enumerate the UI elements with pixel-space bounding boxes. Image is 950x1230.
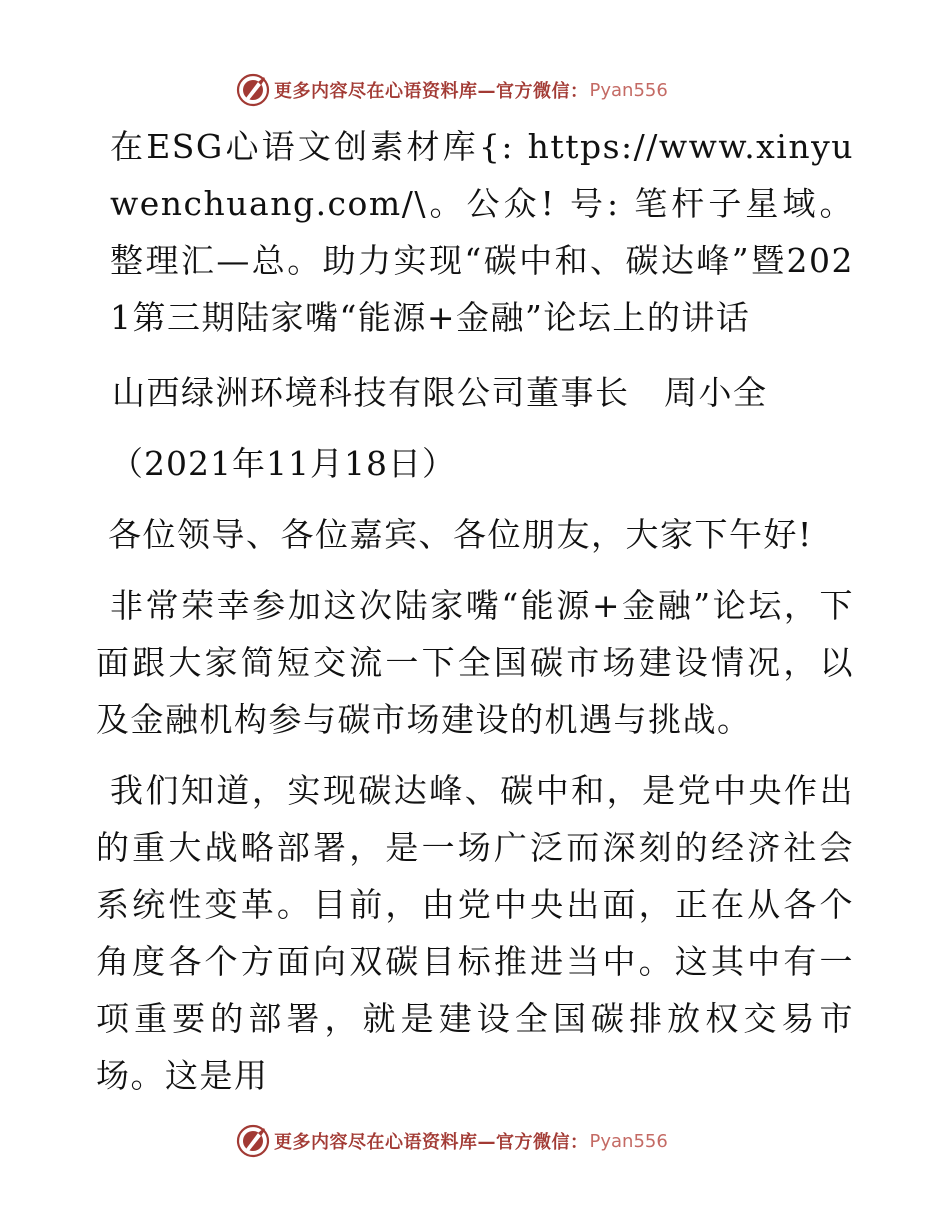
greeting-line: 各位领导、各位嘉宾、各位朋友，大家下午好!	[108, 515, 813, 554]
quill-pen-seal-icon	[236, 73, 270, 107]
header-banner	[236, 70, 668, 110]
header-banner-text: 更多内容尽在心语资料库—官方微信：	[274, 81, 589, 102]
body-paragraph-2: 我们知道，实现碳达峰、碳中和，是党中央作出的重大战略部署，是一场广泛而深刻的经济社会系统性变革。目前，由党中央出面，正在从各个角度各个方面向双碳目标推进当中。这其中有一项重要的部署，就是建设全国碳排放权交易市场。这是用	[96, 771, 854, 1095]
footer-banner-handle: Pyan556	[589, 1130, 668, 1152]
body-paragraph-1: 非常荣幸参加这次陆家嘴“能源+金融”论坛，下面跟大家简短交流一下全国碳市场建设情况，以及金融机构参与碳市场建设的机遇与挑战。	[96, 586, 854, 739]
quill-pen-seal-icon	[236, 1124, 270, 1158]
header-banner-handle: Pyan556	[589, 79, 668, 101]
intro-paragraph: 在ESG心语文创素材库{: https://www.xinyuwenchuang.com/\。公众! 号: 笔杆子星域。整理汇—总。助力实现“碳中和、碳达峰”暨2021第三期陆家嘴“能源+金融”论坛上的讲话	[110, 127, 854, 337]
footer-banner	[236, 1121, 668, 1161]
footer-banner-text: 更多内容尽在心语资料库—官方微信：	[274, 1132, 589, 1153]
document-body	[96, 118, 854, 1104]
date-line: （2021年11月18日）	[110, 444, 456, 483]
speaker-line: 山西绿洲环境科技有限公司董事长 周小全	[112, 373, 768, 412]
